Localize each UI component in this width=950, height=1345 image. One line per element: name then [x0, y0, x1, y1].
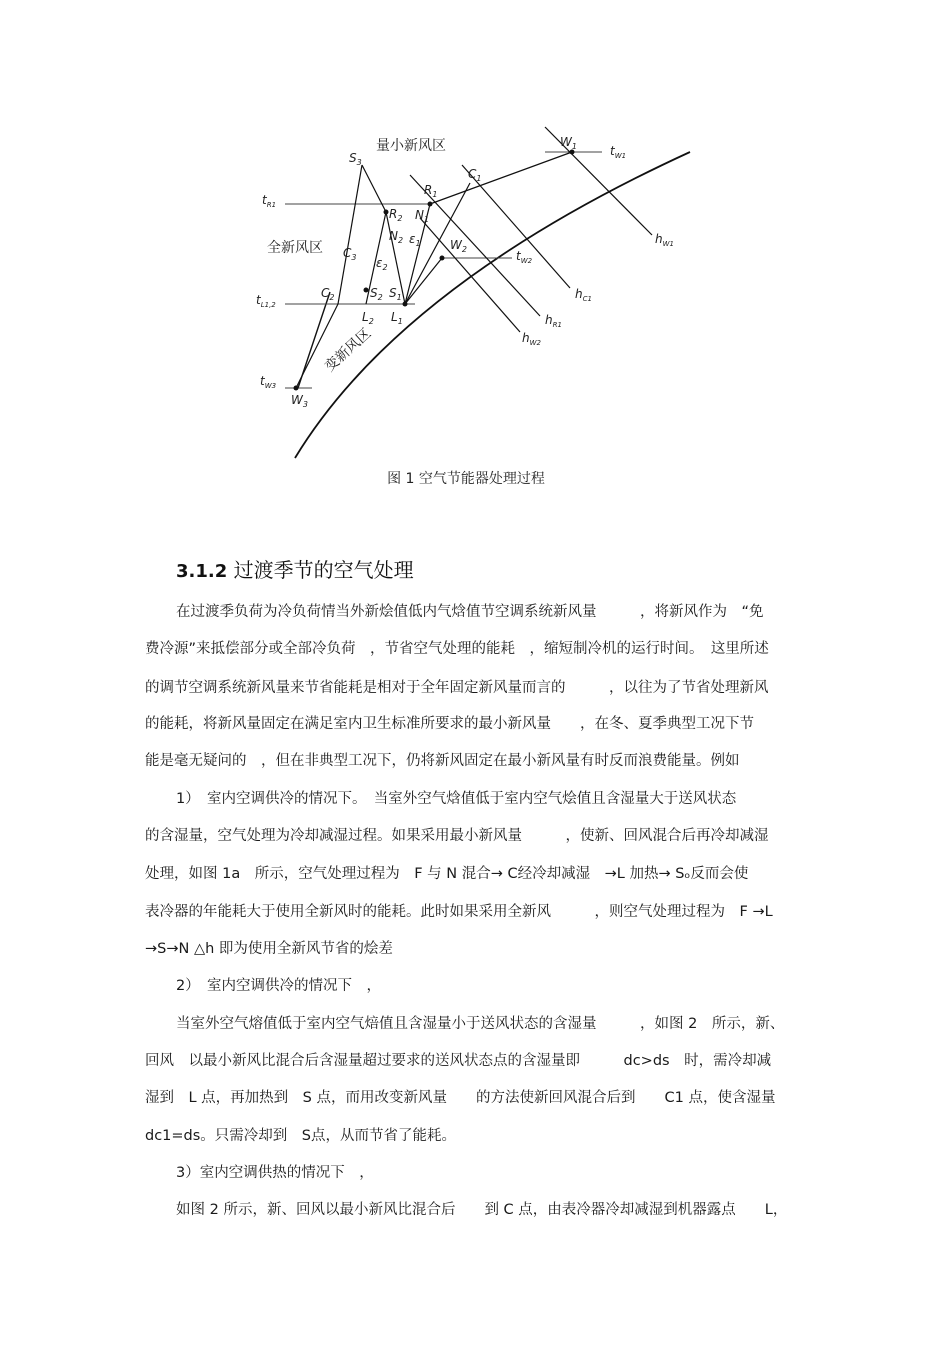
label-r1: $R_1$ [424, 183, 438, 199]
label-t-w1: $t_{W1}$ [610, 144, 627, 160]
label-t-w2: $t_{W2}$ [516, 249, 533, 265]
paragraph-line: 费冷源”来抵偿部分或全部冷负荷 ，节省空气处理的能耗 ，缩短制冷机的运行时间。 这里所述 [145, 641, 769, 657]
point-w3 [294, 386, 299, 391]
section-heading [176, 554, 414, 583]
label-l2: $L_2$ [362, 310, 374, 326]
paragraph-line: 湿到 L 点，再加热到 S 点，而用改变新风量 的方法使新回风混合后到 C1 点，使含湿量 [145, 1090, 776, 1106]
label-h-c1: $h_{C1}$ [575, 287, 592, 303]
label-w2: $W_2$ [450, 238, 467, 254]
saturation-curve [295, 152, 690, 458]
label-n2: $N_2$ [389, 229, 404, 245]
label-c3: $C_3$ [343, 246, 357, 262]
list-item-2: 2） 室内空调供冷的情况下 ， [176, 978, 381, 994]
point-s2 [364, 288, 369, 293]
enthalpy-line-c1 [462, 165, 570, 288]
label-h-w2: $h_{W2}$ [522, 331, 541, 347]
zone-label-min-fresh: 量小新风区 [376, 138, 446, 154]
paragraph-line: dc1=ds。只需冷却到 S点，从而节省了能耗。 [145, 1128, 457, 1144]
process-line-r1-w1 [430, 152, 572, 204]
paragraph-line: 的能耗，将新风量固定在满足室内卫生标准所要求的最小新风量 ，在冬、夏季典型工况下节 [145, 716, 754, 732]
section-title: 过渡季节的空气处理 [233, 558, 414, 582]
process-line-s3-r2 [362, 165, 386, 304]
label-w3: $W_3$ [291, 393, 308, 409]
label-s2: $S_2$ [370, 286, 383, 302]
figure-caption: 图 1 空气节能器处理过程 [387, 471, 545, 487]
label-w1: $W_1$ [560, 135, 577, 151]
label-epsilon2: $\varepsilon_2$ [376, 256, 388, 272]
label-c1: $C_1$ [468, 167, 482, 183]
paragraph-line: 回风 以最小新风比混合后含湿量超过要求的送风状态点的含湿量即 dc>ds 时，需冷却减 [145, 1053, 772, 1069]
process-line-c2-w3 [296, 304, 338, 388]
label-t-r1: $t_{R1}$ [262, 193, 277, 209]
label-h-r1: $h_{R1}$ [545, 313, 562, 329]
point-w2 [440, 256, 445, 261]
paragraph-line: 的调节空调系统新风量来节省能耗是相对于全年固定新风量而言的 ，以往为了节省处理新风 [145, 680, 769, 696]
paragraph-line: →S→N △h 即为使用全新风节省的烩差 [145, 941, 393, 957]
point-r2 [384, 210, 389, 215]
list-item-3: 3）室内空调供热的情况下 ， [176, 1165, 374, 1181]
paragraph-line: 当室外空气熔值低于室内空气焙值且含湿量小于送风状态的含湿量 ，如图 2 所示，新、 [176, 1016, 785, 1032]
paragraph-line: 的含湿量，空气处理为冷却减湿过程。如果采用最小新风量 ，使新、回风混合后再冷却减湿 [145, 828, 769, 844]
paragraph-line: 在过渡季负荷为冷负荷情当外新烩值低内气焓值节空调系统新风量 ，将新风作为 “免 [176, 604, 764, 620]
section-number: 3.1.2 [176, 561, 228, 582]
label-s1: $S_1$ [389, 286, 402, 302]
label-n1: $N_1$ [415, 208, 430, 224]
enthalpy-line-w2 [420, 218, 520, 332]
zone-label-variable-fresh: 变新风区 [321, 325, 375, 375]
point-s1 [403, 302, 408, 307]
paragraph-line: 能是毫无疑问的 ，但在非典型工况下，仍将新风固定在最小新风量有时反而浪费能量。例如 [145, 753, 740, 769]
label-l1: $L_1$ [391, 310, 403, 326]
air-economizer-psychrometric-figure [0, 0, 950, 470]
point-r1 [428, 202, 433, 207]
process-line-s3-c2 [338, 165, 362, 304]
label-t-l: $t_{L1,2}$ [256, 293, 276, 309]
paragraph-line: 如图 2 所示，新、回风以最小新风比混合后 到 C 点，由表冷器冷却减湿到机器露点 L， [176, 1202, 788, 1218]
list-item-1: 1） 室内空调供冷的情况下。 当室外空气焓值低于室内空气烩值且含湿量大于送风状态 [176, 791, 737, 807]
paragraph-line: 表冷器的年能耗大于使用全新风时的能耗。此时如果采用全新风 ，则空气处理过程为 F →L [145, 904, 773, 920]
label-epsilon1: $\varepsilon_1$ [409, 232, 421, 248]
label-t-w3: $t_{W3}$ [260, 374, 277, 390]
paragraph-line: 处理，如图 1a 所示，空气处理过程为 F 与 N 混合→ C经冷却减湿 →L 加热→ Sₒ反而会使 [145, 866, 749, 882]
label-c2: $C_2$ [321, 286, 335, 302]
label-s3: $S_3$ [349, 151, 362, 167]
label-h-w1: $h_{W1}$ [655, 232, 674, 248]
zone-label-full-fresh: 全新风区 [267, 240, 323, 256]
label-r2: $R_2$ [389, 207, 403, 223]
